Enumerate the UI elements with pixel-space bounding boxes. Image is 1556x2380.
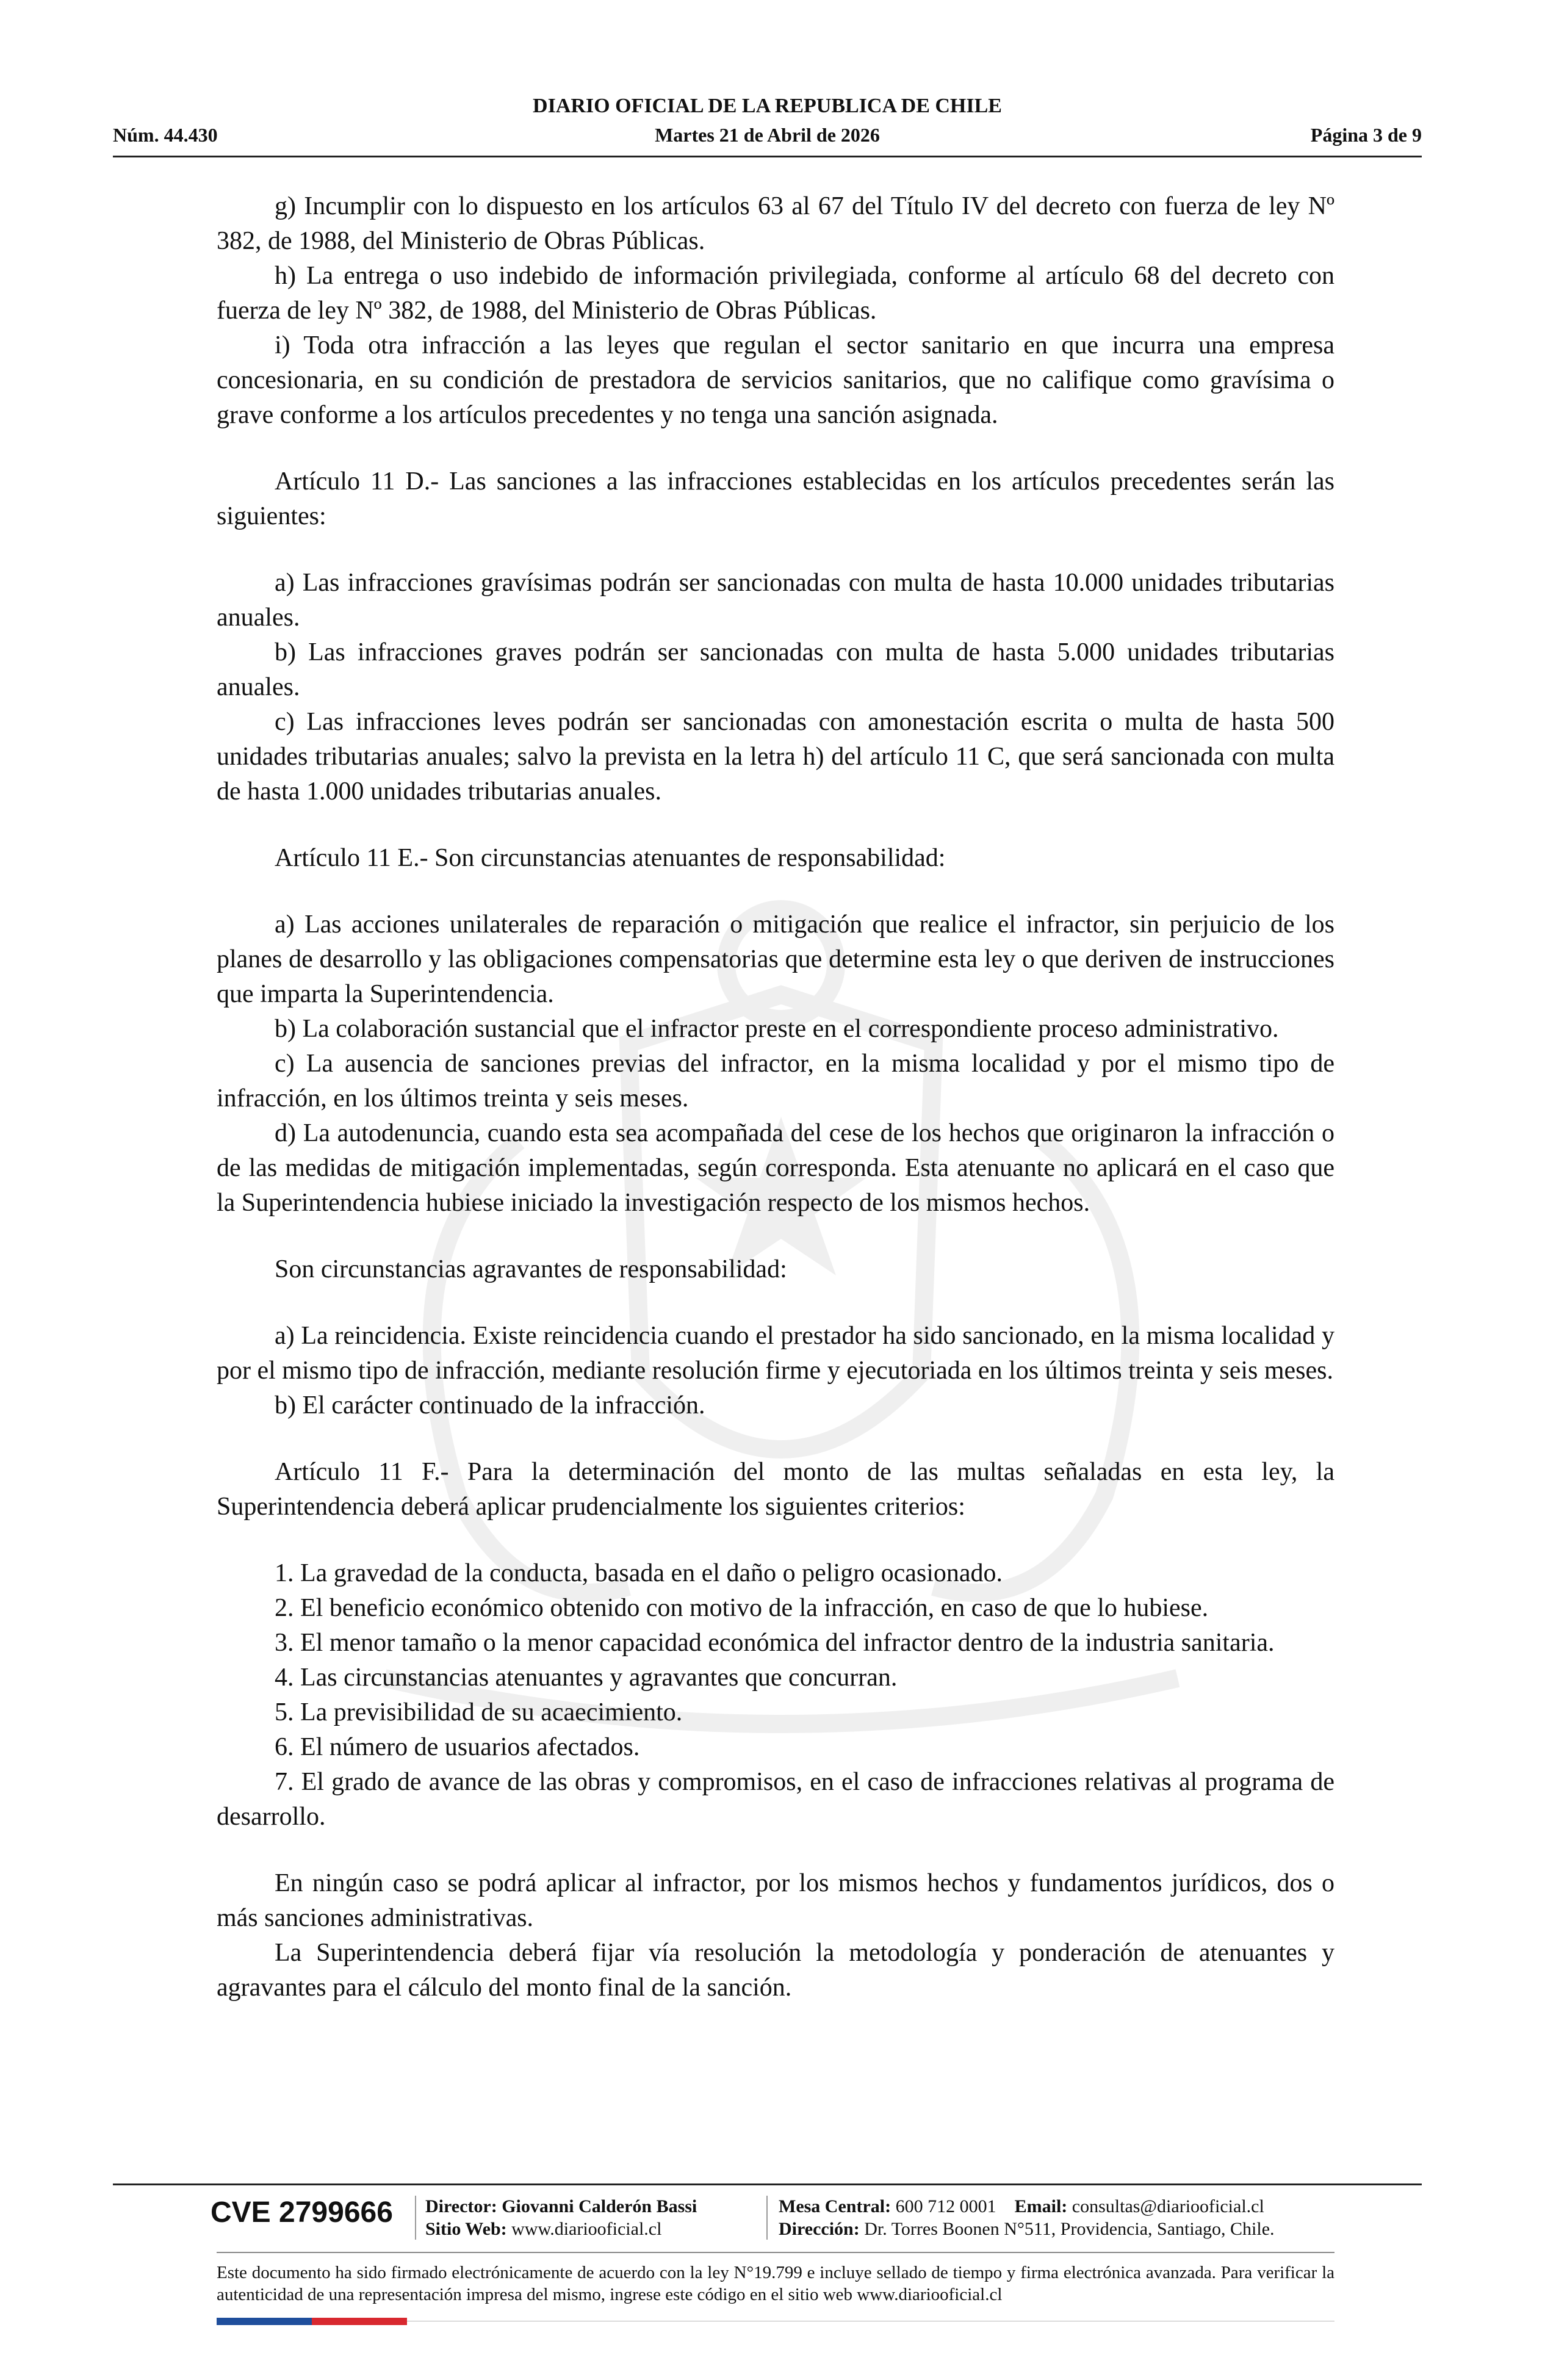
mesa-label: Mesa Central: [779,2196,891,2216]
paragraph: i) Toda otra infracción a las leyes que regulan el sector sanitario en que incurra una empresa concesionaria, en su condición de prestadora de servicios sanitarios, que no califique como gravísima o grave conforme a los artículos precedentes y no tenga una sanción asignada. [217,331,1334,429]
footer-divider [113,2183,1422,2185]
address-value: Dr. Torres Boonen N°511, Providencia, Santiago, Chile. [864,2219,1275,2239]
article-heading: Artículo 11 D.- Las sanciones a las infracciones establecidas en los artículos precedentes serán las siguientes: [217,467,1334,530]
paragraph: b) Las infracciones graves podrán ser sancionadas con multa de hasta 5.000 unidades tributarias anuales. [217,638,1334,701]
page-header [113,95,1422,157]
list-item: 1. La gravedad de la conducta, basada en el daño o peligro ocasionado. [275,1559,1003,1587]
director-name: Giovanni Calderón Bassi [502,2196,697,2216]
paragraph: b) La colaboración sustancial que el infractor preste en el correspondiente proceso administrativo. [275,1015,1279,1043]
paragraph: h) La entrega o uso indebido de información privilegiada, conforme al artículo 68 del decreto con fuerza de ley Nº 382, de 1988, del Ministerio de Obras Públicas. [217,262,1334,325]
paragraph: c) Las infracciones leves podrán ser sancionadas con amonestación escrita o multa de hasta 500 unidades tributarias anuales; salvo la prevista en la letra h) del artículo 11 C, que será sancionada con multa de hasta 1.000 unidades tributarias anuales. [217,708,1334,806]
newspaper-title: DIARIO OFICIAL DE LA REPUBLICA DE CHILE [533,95,1002,117]
article-heading: Artículo 11 E.- Son circunstancias atenuantes de responsabilidad: [275,844,946,872]
footer-director-block [425,2195,697,2240]
list-item: 7. El grado de avance de las obras y compromisos, en el caso de infracciones relativas al programa de desarrollo. [217,1768,1334,1831]
footer-separator [415,2196,416,2240]
paragraph: En ningún caso se podrá aplicar al infractor, por los mismos hechos y fundamentos jurídicos, dos o más sanciones administrativas. [217,1869,1334,1932]
list-item: 5. La previsibilidad de su acaecimiento. [275,1698,683,1726]
paragraph: g) Incumplir con lo dispuesto en los artículos 63 al 67 del Título IV del decreto con fuerza de ley Nº 382, de 1988, del Ministerio de Obras Públicas. [217,192,1334,255]
address-label: Dirección: [779,2219,860,2239]
paragraph: a) Las acciones unilaterales de reparación o mitigación que realice el infractor, sin perjuicio de los planes de desarrollo y las obligaciones compensatorias que determine esta ley o que deriven de instrucciones que imparta la Superintendencia. [217,911,1334,1008]
issue-date: Martes 21 de Abril de 2026 [655,124,880,146]
email-link[interactable]: consultas@diariooficial.cl [1072,2196,1264,2216]
email-label: Email: [1014,2196,1068,2216]
paragraph: b) El carácter continuado de la infracción. [275,1391,705,1419]
signature-disclaimer: Este documento ha sido firmado electrónicamente de acuerdo con la ley N°19.799 e incluye sellado de tiempo y firma electrónica avanzada. Para verificar la autenticidad de una representación impresa del mismo, ingrese este código en el sitio web www.diariooficial.cl [217,2263,1334,2304]
chilean-flag-stripe [217,2318,407,2325]
document-body [217,189,1334,2005]
list-item: 3. El menor tamaño o la menor capacidad económica del infractor dentro de la industria sanitaria. [275,1629,1275,1657]
flag-red-segment [312,2318,407,2325]
list-item: 4. Las circunstancias atenuantes y agravantes que concurran. [275,1664,898,1692]
list-item: 2. El beneficio económico obtenido con motivo de la infracción, en caso de que lo hubiese. [275,1594,1209,1622]
section-heading: Son circunstancias agravantes de responsabilidad: [275,1255,787,1283]
page-number: Página 3 de 9 [1310,124,1422,146]
director-label: Director: [425,2196,497,2216]
footer-separator [766,2196,768,2240]
flag-blue-segment [217,2318,312,2325]
paragraph: a) Las infracciones gravísimas podrán ser sancionadas con multa de hasta 10.000 unidades tributarias anuales. [217,569,1334,632]
cve-code: CVE 2799666 [211,2196,393,2229]
paragraph: a) La reincidencia. Existe reincidencia cuando el prestador ha sido sancionado, en la misma localidad y por el mismo tipo de infracción, mediante resolución firme y ejecutoriada en los últimos treinta y seis meses. [217,1322,1334,1385]
footer-divider [217,2252,1334,2253]
web-label: Sitio Web: [425,2219,507,2239]
article-heading: Artículo 11 F.- Para la determinación del monto de las multas señaladas en esta ley, la Superintendencia deberá aplicar prudencialmente los siguientes criterios: [217,1458,1334,1521]
paragraph: d) La autodenuncia, cuando esta sea acompañada del cese de los hechos que originaron la infracción o de las medidas de mitigación implementadas, según corresponda. Esta atenuante no aplicará en el caso que la Superintendencia hubiese iniciado la investigación respecto de los mismos hechos. [217,1119,1334,1217]
issue-number: Núm. 44.430 [113,124,218,146]
list-item: 6. El número de usuarios afectados. [275,1733,640,1761]
paragraph: c) La ausencia de sanciones previas del infractor, en la misma localidad y por el mismo tipo de infracción, en los últimos treinta y seis meses. [217,1050,1334,1112]
footer-contact-block [779,2195,1275,2240]
mesa-phone: 600 712 0001 [895,2196,996,2216]
web-link[interactable]: www.diariooficial.cl [511,2219,662,2239]
paragraph: La Superintendencia deberá fijar vía resolución la metodología y ponderación de atenuantes y agravantes para el cálculo del monto final de la sanción. [217,1939,1334,2002]
